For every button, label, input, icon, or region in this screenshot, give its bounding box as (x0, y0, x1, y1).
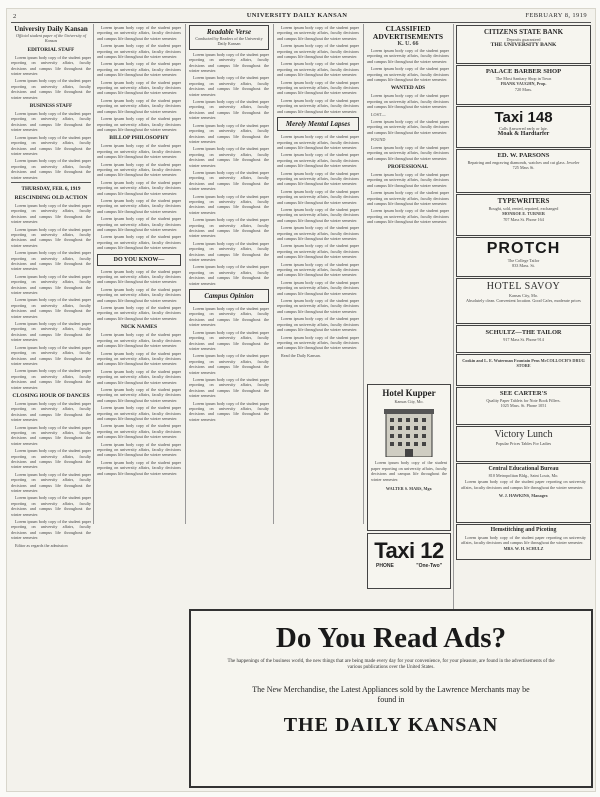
article-paragraph: Lorem ipsum body copy of the student paper reporting on university affairs, faculty decisions and campus life throughout the winter semester. (97, 441, 181, 458)
business-staff-heading: BUSINESS STAFF (29, 103, 73, 110)
article-paragraph: Lorem ipsum body copy of the student paper reporting on university affairs, faculty decisions and campus life throughout the winter semester. (97, 234, 181, 251)
do-you-know-box (97, 254, 181, 266)
poem-lines: Lorem ipsum body copy of the student paper reporting on university affairs, faculty decisions and campus life throughout the winter semester. (189, 99, 269, 121)
victory-note: Popular Prices Tables For Ladies (495, 441, 552, 446)
letter-paragraph: Lorem ipsum body copy of the student paper reporting on university affairs, faculty decisions and campus life throughout the winter semester. (189, 400, 269, 422)
article-paragraph: Lorem ipsum body copy of the student paper reporting on university affairs, faculty decisions and campus life throughout the winter semester. (277, 279, 359, 296)
hotel-manager: WALTER S. MARS, Mgr. (385, 486, 433, 492)
divider (11, 182, 91, 183)
poem-lines: Lorem ipsum body copy of the student paper reporting on university affairs, faculty decisions and campus life throughout the winter semester. (189, 217, 269, 239)
article-paragraph: Lorem ipsum body copy of the student paper reporting on university affairs, faculty decisions and campus life throughout the winter semester. (97, 179, 181, 196)
column-four (277, 25, 359, 525)
victory-lunch-ad (456, 426, 591, 462)
classified-phone: K. U. 66 (397, 41, 419, 47)
parsons-note: Repairing and engraving diamonds, watches and cut glass. Jeweler (467, 160, 580, 165)
taxi-148-owner: Moak & Hardtarfer (497, 131, 550, 138)
taxi-12-one-two: "One-Two" (416, 563, 442, 569)
article-paragraph: Lorem ipsum body copy of the student paper reporting on university affairs, faculty decisions and campus life throughout the winter semester. (11, 273, 91, 296)
typewriters-address: 707 Mass St. Phone 164 (503, 216, 544, 222)
protch-address: 833 Mass. St. (512, 263, 535, 269)
article-paragraph: Lorem ipsum body copy of the student paper reporting on university affairs, faculty decisions and campus life throughout the winter semester. (97, 368, 181, 385)
bank-name: CITIZENS STATE BANK (483, 28, 564, 36)
victory-title: Victory Lunch (494, 429, 553, 440)
letter-paragraph: Lorem ipsum body copy of the student paper reporting on university affairs, faculty decisions and campus life throughout the winter semester. (189, 306, 269, 328)
article-paragraph: Lorem ipsum body copy of the student paper reporting on university affairs, faculty decisions and campus life throughout the winter semester. (277, 25, 359, 41)
article-paragraph: Lorem ipsum body copy of the student paper reporting on university affairs, faculty decisions and campus life throughout the winter semester. (11, 250, 91, 272)
article-paragraph: Editor as regards the admission (15, 542, 68, 548)
poem-lines: Lorem ipsum body copy of the student paper reporting on university affairs, faculty decisions and campus life throughout the winter semester. (189, 240, 269, 263)
bank-sub: THE UNIVERSITY BANK (490, 42, 557, 49)
nameplate-subhead: Official student paper of the University of Kansas (15, 33, 86, 44)
hotel-city: Kansas City, Mo. (394, 399, 424, 404)
hemstitching-title: Hemstitching and Picoting (490, 527, 557, 533)
hotel-description (371, 460, 447, 484)
letter-paragraph: Lorem ipsum body copy of the student paper reporting on university affairs, faculty decisions and campus life throughout the winter semester. (189, 353, 269, 375)
typewriters-owner: MONROE E. TURNER (502, 211, 545, 217)
letter-paragraph: Lorem ipsum body copy of the student paper reporting on university affairs, faculty decisions and campus life throughout the winter semester. (189, 376, 269, 399)
staff-list: Lorem ipsum body copy of the student paper reporting on university affairs, faculty decisions and campus life throughout the winter semester. (11, 54, 91, 77)
classified-rules: Lorem ipsum body copy of the student paper reporting on university affairs, faculty decisions and campus life throughout the winter semester. (367, 66, 449, 83)
classified-rules: Lorem ipsum body copy of the student paper reporting on university affairs, faculty decisions and campus life throughout the winter semester. (367, 48, 449, 64)
drug-store-copy: Cookin and L. E. Waterman Fountain Pens McCOLLOCH'S DRUG STORE (462, 358, 585, 369)
poem-lines: Lorem ipsum body copy of the student paper reporting on university affairs, faculty decisions and campus life throughout the winter semester. (189, 169, 269, 192)
article-paragraph: Lorem ipsum body copy of the student paper reporting on university affairs, faculty decisions and campus life throughout the winter semester. (277, 225, 359, 241)
banner-footer: THE DAILY KANSAN (283, 714, 499, 736)
nameplate: University Daily Kansan (14, 25, 88, 33)
carter-note: Quality Paper Tablets for Note Book Fillers. (486, 398, 561, 403)
taxi-148-note: Calls Answered early or late. (499, 126, 548, 131)
readable-verse-title: Readable Verse (206, 28, 252, 36)
column-rule (93, 24, 94, 524)
article-paragraph: Lorem ipsum body copy of the student paper reporting on university affairs, faculty decisions and campus life throughout the winter semester. (97, 216, 181, 232)
dateline: THURSDAY, FEB. 6, 1919 (21, 185, 81, 192)
page-number: 2 (13, 13, 17, 20)
column-two (97, 25, 181, 795)
classified-title: CLASSIFIED ADVERTISEMENTS (372, 25, 444, 41)
article-paragraph: Lorem ipsum body copy of the student paper reporting on university affairs, faculty decisions and campus life throughout the winter semester. (277, 334, 359, 351)
education-bureau-ad (456, 463, 591, 523)
article-paragraph: Lorem ipsum body copy of the student paper reporting on university affairs, faculty decisions and campus life throughout the winter semester. (97, 332, 181, 349)
article-paragraph: Lorem ipsum body copy of the student paper reporting on university affairs, faculty decisions and campus life throughout the winter semester. (277, 243, 359, 260)
column-rule (453, 24, 454, 624)
hotel-name: Hotel Kupper (382, 388, 436, 398)
article-paragraph: Lorem ipsum body copy of the student paper reporting on university affairs, faculty decisions and campus life throughout the winter semester. (277, 152, 359, 169)
taxi-148-ad (456, 106, 591, 148)
article-paragraph: Lorem ipsum body copy of the student paper reporting on university affairs, faculty decisions and campus life throughout the winter semester. (97, 97, 181, 114)
headline-billop: BILLOP PHILOSOPHY (109, 135, 169, 142)
article-paragraph: Lorem ipsum body copy of the student paper reporting on university affairs, faculty decisions and campus life throughout the winter semester. (277, 316, 359, 333)
hemstitching-copy: Lorem ipsum body copy of the student paper reporting on university affairs, faculty decisions and campus life throughout the winter semester. (461, 535, 586, 545)
protch-tailor-ad (456, 237, 591, 277)
running-header-date: FEBRUARY 8, 1919 (525, 12, 587, 19)
staff-list: Lorem ipsum body copy of the student paper reporting on university affairs, faculty decisions and campus life throughout the winter semester. (11, 78, 91, 100)
parsons-address: 725 Mass St. (512, 165, 535, 171)
staff-list: Lorem ipsum body copy of the student paper reporting on university affairs, faculty decisions and campus life throughout the winter semester. (11, 158, 91, 180)
classified-item: FOUND (371, 137, 386, 143)
hemstitching-description (461, 535, 586, 545)
education-copy: Lorem ipsum body copy of the student paper reporting on university affairs, faculty decisions and campus life throughout the winter semester. (461, 479, 586, 490)
schultz-address: 917 Mass St. Phone 914 (503, 337, 544, 342)
drug-store-ad (456, 354, 591, 386)
article-paragraph: Lorem ipsum body copy of the student paper reporting on university affairs, faculty decisions and campus life throughout the winter semester. (277, 79, 359, 96)
protch-note: The College Tailor (507, 258, 540, 263)
schultz-tailor-ad (456, 325, 591, 353)
mental-lapses-title: Merely Mental Lapses (285, 120, 351, 129)
article-paragraph: Lorem ipsum body copy of the student paper reporting on university affairs, faculty decisions and campus life throughout the winter semester. (97, 305, 181, 321)
poem-lines: Lorem ipsum body copy of the student paper reporting on university affairs, faculty decisions and campus life throughout the winter semester. (189, 264, 269, 286)
citizens-bank-ad (456, 25, 591, 64)
poem-lines: Lorem ipsum body copy of the student paper reporting on university affairs, faculty decisions and campus life throughout the winter semester. (189, 75, 269, 97)
palace-barber-ad (456, 65, 591, 105)
article-paragraph: Read the Daily Kansan. (281, 352, 321, 358)
article-paragraph: Lorem ipsum body copy of the student paper reporting on university affairs, faculty decisions and campus life throughout the winter semester. (11, 424, 91, 446)
do-you-read-ads-banner (189, 609, 593, 788)
article-paragraph: Lorem ipsum body copy of the student paper reporting on university affairs, faculty decisions and campus life throughout the winter semester. (11, 519, 91, 541)
classified-item: Lorem ipsum body copy of the student paper reporting on university affairs, faculty decisions and campus life throughout the winter semester. (367, 119, 449, 135)
poem-lines: Lorem ipsum body copy of the student paper reporting on university affairs, faculty decisions and campus life throughout the winter semester. (189, 193, 269, 215)
education-title: Central Educational Bureau (488, 466, 559, 472)
classified-item: Lorem ipsum body copy of the student paper reporting on university affairs, faculty decisions and campus life throughout the winter semester. (367, 93, 449, 110)
carter-title: SEE CARTER'S (499, 390, 548, 397)
article-paragraph: Lorem ipsum body copy of the student paper reporting on university affairs, faculty decisions and campus life throughout the winter semester. (277, 134, 359, 150)
taxi-12-title: Taxi 12 (374, 538, 444, 563)
professional-listing: Lorem ipsum body copy of the student paper reporting on university affairs, faculty decisions and campus life throughout the winter semester. (367, 208, 449, 225)
schultz-title: SCHULTZ—THE TAILOR (485, 329, 562, 336)
headline-closing-hour: CLOSING HOUR OF DANCES (12, 392, 90, 399)
staff-list: Lorem ipsum body copy of the student paper reporting on university affairs, faculty decisions and campus life throughout the winter semester. (11, 111, 91, 133)
taxi-12-ad (367, 533, 451, 589)
headline-rescinding: RESCINDING OLD ACTION (14, 194, 88, 201)
hotel-building-illustration (382, 407, 436, 457)
article-paragraph: Lorem ipsum body copy of the student paper reporting on university affairs, faculty decisions and campus life throughout the winter semester. (11, 321, 91, 343)
column-rule (185, 24, 186, 524)
article-paragraph: Lorem ipsum body copy of the student paper reporting on university affairs, faculty decisions and campus life throughout the winter semester. (277, 43, 359, 60)
column-ads (456, 25, 591, 623)
parsons-jeweler-ad (456, 149, 591, 193)
savoy-city: Kansas City, Mo. (508, 293, 539, 298)
article-paragraph: Lorem ipsum body copy of the student paper reporting on university affairs, faculty decisions and campus life throughout the winter semester. (11, 400, 91, 423)
running-header-title: UNIVERSITY DAILY KANSAN (246, 12, 348, 19)
education-description (461, 479, 586, 492)
poem-lines: Lorem ipsum body copy of the student paper reporting on university affairs, faculty decisions and campus life throughout the winter semester. (189, 51, 269, 74)
article-paragraph: Lorem ipsum body copy of the student paper reporting on university affairs, faculty decisions and campus life throughout the winter semester. (277, 298, 359, 314)
article-paragraph: Lorem ipsum body copy of the student paper reporting on university affairs, faculty decisions and campus life throughout the winter semester. (97, 459, 181, 476)
readable-verse-box (189, 25, 269, 50)
taxi-148-title: Taxi 148 (494, 109, 553, 126)
article-paragraph: Lorem ipsum body copy of the student paper reporting on university affairs, faculty decisions and campus life throughout the winter semester. (11, 226, 91, 248)
protch-title: PROTCH (486, 240, 561, 257)
article-paragraph: Lorem ipsum body copy of the student paper reporting on university affairs, faculty decisions and campus life throughout the winter semester. (277, 61, 359, 78)
column-rule (363, 24, 364, 524)
mental-lapses-box (277, 117, 359, 131)
masthead-rule (11, 22, 591, 23)
typewriters-note: Bought, sold, rented, repaired, exchanged (488, 206, 559, 211)
campus-opinion-box (189, 289, 269, 303)
barber-owner: FRANK VAUGHN, Prop. (500, 81, 547, 87)
banner-paragraph-2: The New Merchandise, the Latest Appliances sold by the Lawrence Merchants may be found in (252, 685, 530, 704)
article-paragraph: Lorem ipsum body copy of the student paper reporting on university affairs, faculty decisions and campus life throughout the winter semester. (97, 197, 181, 214)
savoy-title: HOTEL SAVOY (486, 281, 561, 292)
article-paragraph: Lorem ipsum body copy of the student paper reporting on university affairs, faculty decisions and campus life throughout the winter semester. (277, 188, 359, 205)
barber-address: 720 Mass. (514, 86, 533, 92)
article-paragraph: Lorem ipsum body copy of the student paper reporting on university affairs, faculty decisions and campus life throughout the winter semester. (97, 116, 181, 132)
barber-name: PALACE BARBER SHOP (485, 68, 562, 75)
article-paragraph: Lorem ipsum body copy of the student paper reporting on university affairs, faculty decisions and campus life throughout the winter semester. (11, 368, 91, 390)
typewriters-ad (456, 194, 591, 236)
article-paragraph: Lorem ipsum body copy of the student paper reporting on university affairs, faculty decisions and campus life throughout the winter semester. (11, 297, 91, 319)
column-editorial (11, 25, 91, 795)
do-you-know-title: DO YOU KNOW— (113, 256, 165, 263)
article-paragraph: Lorem ipsum body copy of the student paper reporting on university affairs, faculty decisions and campus life throughout the winter semester. (97, 350, 181, 367)
staff-list: Lorem ipsum body copy of the student paper reporting on university affairs, faculty decisions and campus life throughout the winter semester. (11, 134, 91, 156)
article-paragraph: Lorem ipsum body copy of the student paper reporting on university affairs, faculty decisions and campus life throughout the winter semester. (97, 423, 181, 440)
classified-item: LOST— (371, 111, 386, 117)
article-paragraph: Lorem ipsum body copy of the student paper reporting on university affairs, faculty decisions and campus life throughout the winter semester. (11, 495, 91, 517)
newspaper-sheet (6, 8, 596, 792)
article-paragraph: Lorem ipsum body copy of the student paper reporting on university affairs, faculty decisions and campus life throughout the winter semester. (277, 261, 359, 278)
bank-note: Deposits guaranteed (506, 37, 541, 42)
typewriters-title: TYPEWRITERS (497, 197, 550, 205)
article-paragraph: Lorem ipsum body copy of the student paper reporting on university affairs, faculty decisions and campus life throughout the winter semester. (97, 43, 181, 60)
classified-item: Lorem ipsum body copy of the student paper reporting on university affairs, faculty decisions and campus life throughout the winter semester. (367, 144, 449, 161)
banner-paragraph-1: The happenings of the business world, the new things that are being made every day for your convenience, for your pleasure, are found in the advertisements of the various publications over the United States. (227, 659, 555, 670)
taxi-12-phone-row (368, 563, 450, 570)
column-three (189, 25, 269, 525)
article-paragraph: Lorem ipsum body copy of the student paper reporting on university affairs, faculty decisions and campus life throughout the winter semester. (97, 286, 181, 303)
professional-heading: PROFESSIONAL (387, 163, 429, 170)
article-paragraph: Lorem ipsum body copy of the student paper reporting on university affairs, faculty decisions and campus life throughout the winter semester. (277, 97, 359, 114)
column-rule (273, 24, 274, 524)
article-paragraph: Lorem ipsum body copy of the student paper reporting on university affairs, faculty decisions and campus life throughout the winter semester. (97, 79, 181, 96)
letter-paragraph: Lorem ipsum body copy of the student paper reporting on university affairs, faculty decisions and campus life throughout the winter semester. (189, 329, 269, 351)
article-paragraph: Lorem ipsum body copy of the student paper reporting on university affairs, faculty decisions and campus life throughout the winter semester. (97, 25, 181, 41)
article-paragraph: Lorem ipsum body copy of the student paper reporting on university affairs, faculty decisions and campus life throughout the winter semester. (97, 405, 181, 421)
parsons-name: ED. W. PARSONS (497, 152, 550, 159)
article-paragraph: Lorem ipsum body copy of the student paper reporting on university affairs, faculty decisions and campus life throughout the winter semester. (277, 170, 359, 187)
banner-headline: Do You Read Ads? (275, 622, 507, 654)
poem-lines: Lorem ipsum body copy of the student paper reporting on university affairs, faculty decisions and campus life throughout the winter semester. (189, 122, 269, 144)
carter-address: 1025 Mass. St. Phone 1051 (500, 403, 547, 409)
education-address: 810 Metropolitan Bldg., Saint Louis, Mo. (488, 473, 559, 478)
article-paragraph: Lorem ipsum body copy of the student paper reporting on university affairs, faculty decisions and campus life throughout the winter semester. (11, 202, 91, 225)
article-paragraph: Lorem ipsum body copy of the student paper reporting on university affairs, faculty decisions and campus life throughout the winter semester. (97, 143, 181, 160)
readable-verse-subtitle: Conducted by Readers of the University Daily Kansan (195, 36, 263, 47)
headline-nick-names: NICK NAMES (120, 324, 158, 331)
article-paragraph: Lorem ipsum body copy of the student paper reporting on university affairs, faculty decisions and campus life throughout the winter semester. (277, 206, 359, 223)
article-paragraph: Lorem ipsum body copy of the student paper reporting on university affairs, faculty decisions and campus life throughout the winter semester. (11, 471, 91, 494)
professional-listing: Lorem ipsum body copy of the student paper reporting on university affairs, faculty decisions and campus life throughout the winter semester. (367, 190, 449, 206)
hemstitching-owner: MRS. W. H. SCHULZ (503, 546, 544, 551)
poem-lines: Lorem ipsum body copy of the student paper reporting on university affairs, faculty decisions and campus life throughout the winter semester. (189, 146, 269, 168)
editorial-staff-heading: EDITORIAL STAFF (27, 46, 75, 53)
campus-opinion-title: Campus Opinion (204, 292, 254, 301)
taxi-12-phone-label: PHONE (376, 563, 394, 569)
hotel-savoy-ad (456, 278, 591, 324)
carter-ad (456, 387, 591, 425)
education-manager: W. J. HAWKINS, Manager. (498, 493, 549, 499)
barber-note: The Most Sanitary Shop in Town (495, 76, 552, 81)
article-paragraph: Lorem ipsum body copy of the student paper reporting on university affairs, faculty decisions and campus life throughout the winter semester. (97, 61, 181, 78)
article-paragraph: Lorem ipsum body copy of the student paper reporting on university affairs, faculty decisions and campus life throughout the winter semester. (11, 344, 91, 366)
article-paragraph: Lorem ipsum body copy of the student paper reporting on university affairs, faculty decisions and campus life throughout the winter semester. (97, 161, 181, 178)
savoy-note: Absolutely clean. Convenient location. Good Cafes, moderate prices (466, 298, 581, 304)
hotel-kupper-ad (367, 384, 451, 531)
article-paragraph: Lorem ipsum body copy of the student paper reporting on university affairs, faculty decisions and campus life throughout the winter semester. (97, 386, 181, 403)
wanted-heading: WANTED ADS (390, 85, 426, 92)
hotel-copy: Lorem ipsum body copy of the student paper reporting on university affairs, faculty decisions and campus life throughout the winter semester. (371, 460, 447, 482)
professional-listing: Lorem ipsum body copy of the student paper reporting on university affairs, faculty decisions and campus life throughout the winter semester. (367, 171, 449, 188)
hemstitching-ad (456, 524, 591, 560)
article-paragraph: Lorem ipsum body copy of the student paper reporting on university affairs, faculty decisions and campus life throughout the winter semester. (97, 268, 181, 285)
article-paragraph: Lorem ipsum body copy of the student paper reporting on university affairs, faculty decisions and campus life throughout the winter semester. (11, 448, 91, 470)
